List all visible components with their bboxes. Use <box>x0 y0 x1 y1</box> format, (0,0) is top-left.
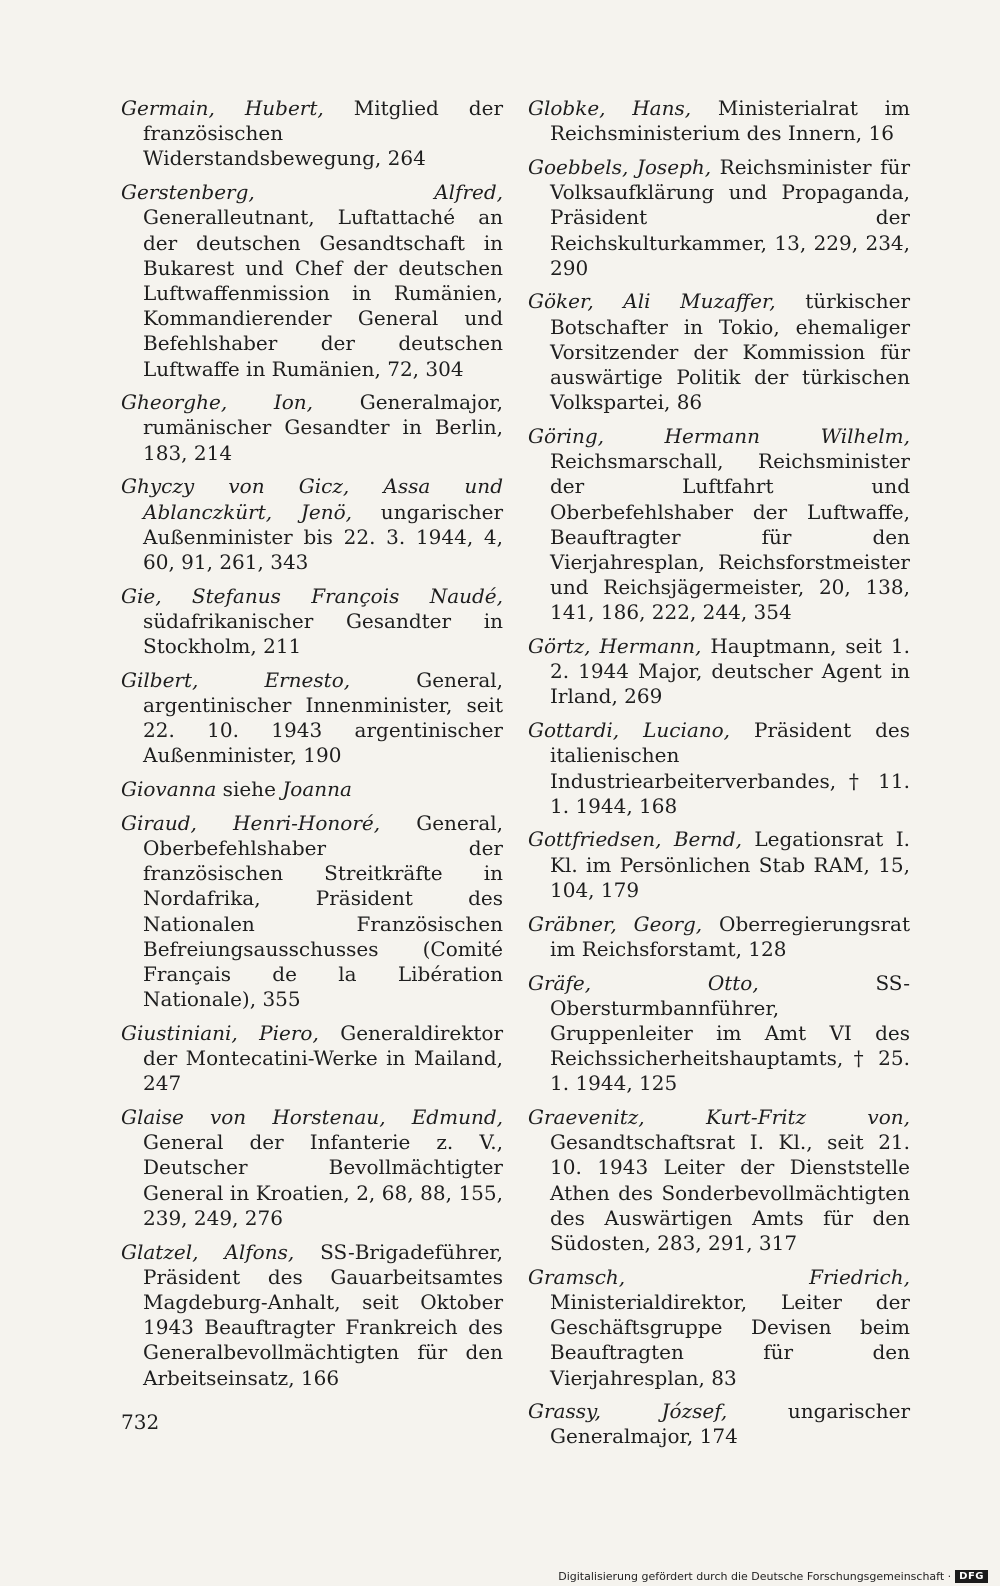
entry-name: Göker, Ali Muzaffer, <box>528 289 776 314</box>
entry-description: Reichsmarschall, Reichsminister der Luftfahrt und Oberbefehlshaber der Luftwaffe, Beauftragter für den Vierjahresplan, Reichsforstmeister und Reichsjägermeister, 20, 138, 141, 186, 222, 244, 354 <box>550 449 910 625</box>
entry-name: Gräbner, Georg, <box>528 911 703 936</box>
entry-name: Gräfe, Otto, <box>528 970 759 995</box>
index-entry <box>121 1240 503 1391</box>
index-entry <box>121 777 503 802</box>
entry-description: General, Oberbefehlshaber der französischen Streitkräfte in Nordafrika, Präsident des Nationalen Französischen Befreiungsausschusses (Comité Français de la Libération Nationale), 355 <box>143 810 503 1012</box>
index-entry <box>528 912 910 962</box>
index-entry <box>121 811 503 1013</box>
index-column-right <box>528 96 910 1458</box>
entry-name: Giraud, Henri-Honoré, <box>121 810 381 835</box>
index-entry <box>528 827 910 903</box>
entry-name: Gheorghe, Ion, <box>121 390 314 415</box>
entry-description: General der Infanterie z. V., Deutscher Bevollmächtigter General in Kroatien, 2, 68, 88, 155, 239, 249, 276 <box>143 1130 503 1230</box>
entry-name: Gerstenberg, Alfred, <box>121 180 503 205</box>
index-entry <box>528 1399 910 1449</box>
entry-description: Ministerialdirektor, Leiter der Geschäftsgruppe Devisen beim Beauftragten für den Vierjahresplan, 83 <box>550 1289 910 1390</box>
entry-description: Generaldirektor der Montecatini-Werke in Mailand, 247 <box>143 1020 504 1096</box>
digitization-footer <box>558 1570 988 1583</box>
index-entry <box>121 96 503 172</box>
entry-description: Mitglied der französischen Widerstandsbewegung, 264 <box>143 96 504 171</box>
index-entry <box>121 390 503 466</box>
index-entry <box>528 718 910 819</box>
entry-description: siehe <box>216 777 283 802</box>
index-entry <box>528 155 910 281</box>
index-entry <box>528 634 910 710</box>
entry-description: ungarischer Außenminister bis 22. 3. 1944, 4, 60, 91, 261, 343 <box>143 499 503 574</box>
entry-description: Ministerialrat im Reichsministerium des Innern, 16 <box>550 96 910 146</box>
entry-name: Globke, Hans, <box>528 96 692 120</box>
entry-name: Glaise von Horstenau, Edmund, <box>121 1105 503 1130</box>
dfg-logo: DFG <box>955 1570 988 1583</box>
index-entry <box>121 1021 503 1097</box>
entry-name: Glatzel, Alfons, <box>121 1239 295 1264</box>
entry-name: Giovanna <box>121 777 217 802</box>
index-entry <box>121 474 503 575</box>
entry-name: Gottfriedsen, Bernd, <box>528 827 742 852</box>
entry-description: türkischer Botschafter in Tokio, ehemaliger Vorsitzender der Kommission für auswärtige Politik der türkischen Volkspartei, 86 <box>550 289 910 415</box>
index-entry <box>121 584 503 660</box>
index-entry <box>528 1265 910 1391</box>
entry-name: Göring, Hermann Wilhelm, <box>528 423 910 448</box>
entry-name: Görtz, Hermann, <box>528 634 702 659</box>
entry-name: Goebbels, Joseph, <box>528 154 712 179</box>
index-entry <box>528 424 910 626</box>
index-entry <box>528 289 910 415</box>
index-entry <box>528 1105 910 1256</box>
index-entry <box>528 971 910 1097</box>
entry-description: ungarischer Generalmajor, 174 <box>550 1399 911 1449</box>
entry-description: SS-Obersturmbannführer, Gruppenleiter im Amt VI des Reichssicherheitshauptamts, † 25. 1. 1944, 125 <box>550 970 910 1096</box>
entry-name: Gie, Stefanus François Naudé, <box>121 583 503 608</box>
page-number: 732 <box>121 1410 160 1434</box>
footer-text: Digitalisierung gefördert durch die Deutsche Forschungsgemeinschaft · <box>558 1570 952 1583</box>
entry-description: Generalmajor, rumänischer Gesandter in Berlin, 183, 214 <box>143 390 503 465</box>
entry-description: SS-Brigadeführer, Präsident des Gauarbeitsamtes Magdeburg-Anhalt, seit Oktober 1943 Beauftragter Frankreich des Generalbevollmächtigten für den Arbeitseinsatz, 166 <box>143 1239 503 1390</box>
entry-description: Hauptmann, seit 1. 2. 1944 Major, deutscher Agent in Irland, 269 <box>550 634 910 709</box>
entry-name: Gilbert, Ernesto, <box>121 667 351 692</box>
entry-description: Reichsminister für Volksaufklärung und Propaganda, Präsident der Reichskulturkammer, 13, 229, 234, 290 <box>550 154 911 280</box>
entry-name: Graevenitz, Kurt-Fritz von, <box>528 1105 910 1130</box>
entry-description: Gesandtschaftsrat I. Kl., seit 21. 10. 1943 Leiter der Dienststelle Athen des Sonderbevollmächtigten des Auswärtigen Amts für den Südosten, 283, 291, 317 <box>550 1130 910 1256</box>
entry-description: Legationsrat I. Kl. im Persönlichen Stab RAM, 15, 104, 179 <box>550 827 910 902</box>
entry-name: Grassy, József, <box>528 1399 728 1424</box>
entry-cross-reference: Joanna <box>282 777 352 802</box>
entry-description: General, argentinischer Innenminister, seit 22. 10. 1943 argentinischer Außenminister, 190 <box>143 667 504 768</box>
index-entry <box>121 180 503 382</box>
entry-name: Germain, Hubert, <box>121 96 324 120</box>
entry-description: Präsident des italienischen Industriearbeiterverbandes, † 11. 1. 1944, 168 <box>550 718 910 818</box>
index-entry <box>528 96 910 146</box>
entry-name: Ghyczy von Gicz, Assa und Ablanczkürt, Jenö, <box>121 474 503 524</box>
entry-description: südafrikanischer Gesandter in Stockholm, 211 <box>143 608 503 659</box>
entry-description: Oberregierungsrat im Reichsforstamt, 128 <box>550 911 910 961</box>
entry-name: Gottardi, Luciano, <box>528 718 731 743</box>
index-entry <box>121 1105 503 1231</box>
entry-name: Giustiniani, Piero, <box>121 1020 319 1045</box>
index-entry <box>121 668 503 769</box>
entry-name: Gramsch, Friedrich, <box>528 1264 910 1289</box>
entry-description: Generalleutnant, Luftattaché an der deutschen Gesandtschaft in Bukarest und Chef der deutschen Luftwaffenmission in Rumänien, Kommandierender General und Befehlshaber der deutschen Luftwaffe in Rumänien, 72, 304 <box>143 205 503 381</box>
index-column-left <box>121 96 503 1399</box>
